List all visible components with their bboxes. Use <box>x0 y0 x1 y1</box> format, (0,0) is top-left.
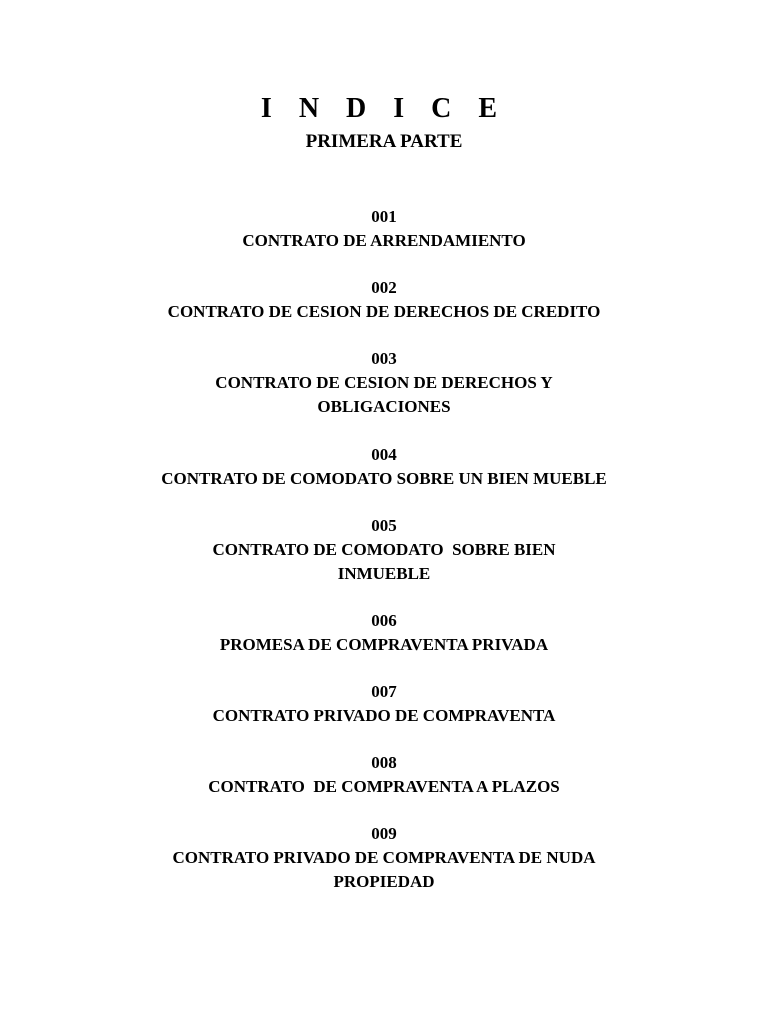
toc-entry-number: 008 <box>371 753 397 772</box>
toc-entry <box>0 276 768 324</box>
toc-entry <box>0 514 768 586</box>
toc-entry-title: CONTRATO DE COMPRAVENTA A PLAZOS <box>208 777 560 796</box>
toc-entry-number: 003 <box>371 349 397 368</box>
toc-entry <box>0 205 768 253</box>
toc-entry-number: 001 <box>371 207 397 226</box>
toc-entry-title: CONTRATO DE ARRENDAMIENTO <box>242 231 526 250</box>
page-title: I N D I C E <box>260 93 508 124</box>
toc-entry <box>0 347 768 419</box>
toc-entry-title: CONTRATO PRIVADO DE COMPRAVENTA DE NUDA PROPIEDAD <box>172 848 596 891</box>
toc-entry-title: CONTRATO DE CESION DE DERECHOS DE CREDITO <box>167 302 601 321</box>
toc-entry-number: 004 <box>371 445 397 464</box>
toc-entry-title: PROMESA DE COMPRAVENTA PRIVADA <box>219 635 549 654</box>
toc-entry-title: CONTRATO DE COMODATO SOBRE UN BIEN MUEBLE <box>161 469 607 488</box>
toc-entry <box>0 751 768 799</box>
toc-entry <box>0 822 768 894</box>
toc-entry <box>0 680 768 728</box>
toc-entry-number: 005 <box>371 516 397 535</box>
toc-entry-number: 007 <box>371 682 397 701</box>
toc-entry-title: CONTRATO PRIVADO DE COMPRAVENTA <box>212 706 556 725</box>
page-subtitle: PRIMERA PARTE <box>305 131 463 152</box>
toc-entry-title: CONTRATO DE CESION DE DERECHOS Y OBLIGACIONES <box>215 373 553 416</box>
toc-entry <box>0 609 768 657</box>
toc-entry-number: 006 <box>371 611 397 630</box>
toc-entry-number: 002 <box>371 278 397 297</box>
toc-entry-number: 009 <box>371 824 397 843</box>
toc-entry-title: CONTRATO DE COMODATO SOBRE BIEN INMUEBLE <box>212 540 556 583</box>
toc-entry <box>0 443 768 491</box>
